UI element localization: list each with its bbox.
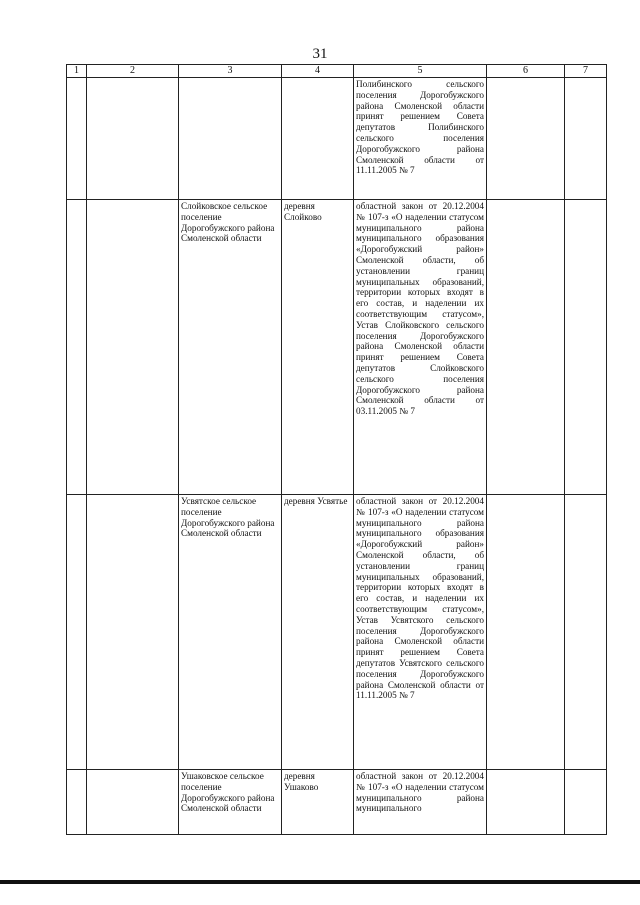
legal-basis-cell <box>354 495 487 770</box>
table-cell <box>565 200 607 495</box>
table-cell <box>87 78 179 200</box>
settlement-name-cell <box>179 200 282 495</box>
table-cell <box>487 200 565 495</box>
table-cell <box>565 78 607 200</box>
legal-basis-cell <box>354 770 487 835</box>
legal-basis-text: областной закон от 20.12.2004 № 107-з «О наделении статусом муниципального района муниципального <box>356 771 484 814</box>
table-cell <box>87 495 179 770</box>
column-header: 7 <box>565 65 607 78</box>
column-header: 5 <box>354 65 487 78</box>
table-cell <box>87 770 179 835</box>
document-table <box>66 64 607 835</box>
table-row <box>67 495 607 770</box>
table-cell <box>487 78 565 200</box>
admin-center: деревня Слойково <box>284 201 322 222</box>
table-row <box>67 200 607 495</box>
settlement-name: Усвятское сельское поселение Дорогобужского района Смоленской области <box>181 496 275 539</box>
legal-basis-text: Полибинского сельского поселения Дорогобужского района Смоленской области принят решением Совета депутатов Полибинского сельского поселения Дорогобужского района Смоленской области от 11.11.2005 № 7 <box>356 79 484 176</box>
legal-basis-cell <box>354 200 487 495</box>
settlement-name <box>179 78 281 80</box>
table-row <box>67 78 607 200</box>
table-row <box>67 770 607 835</box>
table-cell <box>487 770 565 835</box>
table-cell <box>67 200 87 495</box>
table-cell <box>67 78 87 200</box>
page-bottom-rule <box>0 880 640 884</box>
column-header: 6 <box>487 65 565 78</box>
admin-center-cell <box>282 495 354 770</box>
admin-center-cell <box>282 770 354 835</box>
table-cell <box>565 495 607 770</box>
legal-basis-cell <box>354 78 487 200</box>
table-cell <box>87 200 179 495</box>
column-header: 1 <box>67 65 87 78</box>
table-header-row <box>67 65 607 78</box>
table-cell <box>487 495 565 770</box>
admin-center-cell <box>282 200 354 495</box>
table-cell <box>67 770 87 835</box>
table-cell <box>565 770 607 835</box>
settlement-name-cell <box>179 770 282 835</box>
admin-center: деревня Усвятье <box>284 496 348 506</box>
legal-basis-text: областной закон от 20.12.2004 № 107-з «О наделении статусом муниципального района муниципального образования «Дорогобужский район» Смоленской области, об установлении границ муниципальных образований, территории которых входят в его состав, и наделении их соответствующим статусом», Устав Слойковского сельского поселения Дорогобужского района Смоленской области принят решением Совета депутатов Слойковского сельского поселения Дорогобужского района Смоленской области от 03.11.2005 № 7 <box>356 201 484 417</box>
admin-center <box>282 78 353 80</box>
admin-center-cell <box>282 78 354 200</box>
column-header: 4 <box>282 65 354 78</box>
page-number: 31 <box>312 46 328 62</box>
legal-basis-text: областной закон от 20.12.2004 № 107-з «О наделении статусом муниципального района муниципального образования «Дорогобужский район» Смоленской области, об установлении границ муниципальных образований, территории которых входят в его состав, и наделении их соответствующим статусом», Устав Усвятского сельского поселения Дорогобужского района Смоленской области принят решением Совета депутатов Усвятского сельского поселения Дорогобужского района Смоленской области от 11.11.2005 № 7 <box>356 496 484 701</box>
settlement-name: Ушаковское сельское поселение Дорогобужского района Смоленской области <box>181 771 275 814</box>
table-cell <box>67 495 87 770</box>
settlement-name-cell <box>179 495 282 770</box>
settlement-name: Слойковское сельское поселение Дорогобужского района Смоленской области <box>181 201 275 244</box>
admin-center: деревня Ушаково <box>284 771 319 792</box>
column-header: 3 <box>179 65 282 78</box>
column-header: 2 <box>87 65 179 78</box>
settlement-name-cell <box>179 78 282 200</box>
